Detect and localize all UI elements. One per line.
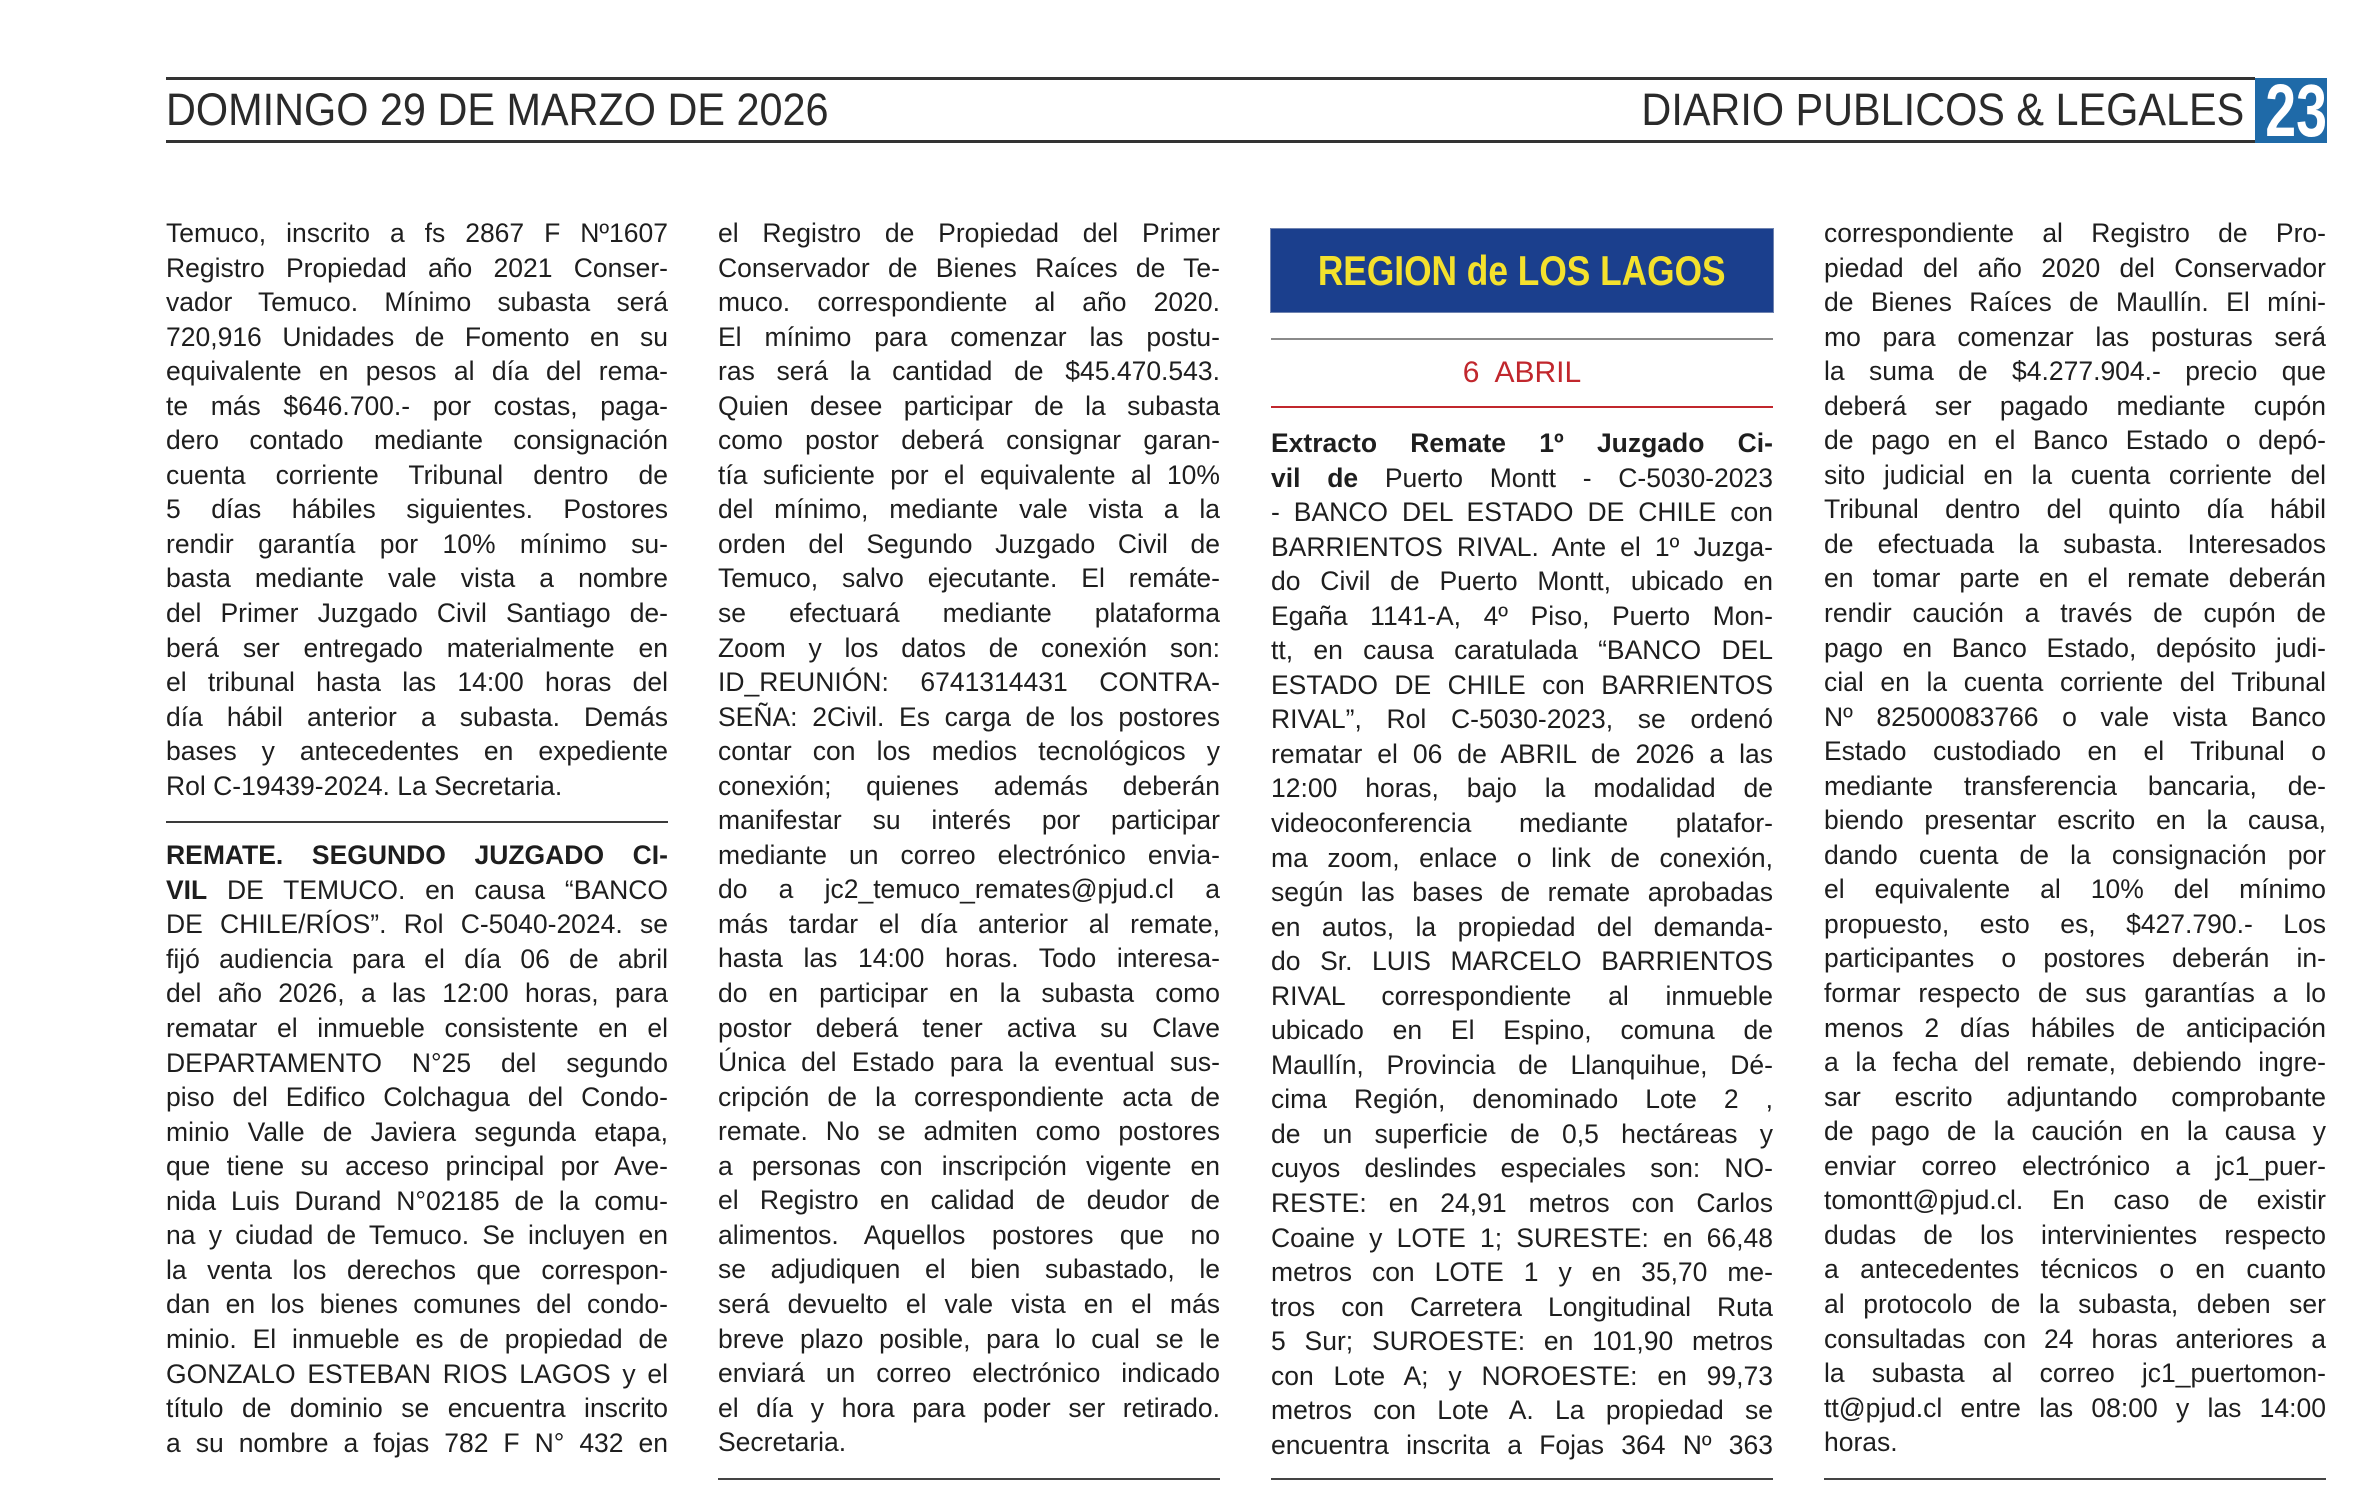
text-line: deberá ser pagado mediante cupón — [1824, 390, 2326, 421]
text-line: equivalente en pesos al día del rema- — [166, 356, 668, 387]
text-line: - BANCO DEL ESTADO DE CHILE con — [1271, 497, 1773, 528]
text-line: orden del Segundo Juzgado Civil de — [718, 528, 1220, 559]
text-line: tomontt@pjud.cl. En caso de existir — [1824, 1185, 2326, 1216]
text-line: ras será la cantidad de $45.470.543. — [718, 356, 1220, 387]
text-line: menos 2 días hábiles de anticipación — [1824, 1012, 2326, 1043]
text-line: El mínimo para comenzar las postu- — [718, 321, 1220, 352]
text-line: GONZALO ESTEBAN RIOS LAGOS y el — [166, 1358, 668, 1389]
text-line: minio. El inmueble es de propiedad de — [166, 1323, 668, 1354]
text-line: dan en los bienes comunes del condo- — [166, 1289, 668, 1320]
text-line: consultadas con 24 horas anteriores a — [1824, 1323, 2326, 1354]
text-line: pago en Banco Estado, depósito judi- — [1824, 632, 2326, 663]
text-line: remate. No se admiten como postores — [718, 1116, 1220, 1147]
text-line: dudas de los intervinientes respecto — [1824, 1219, 2326, 1250]
text-line: Coaine y LOTE 1; SURESTE: en 66,48 — [1271, 1222, 1773, 1253]
column-body — [718, 216, 1220, 1460]
text-line: contar con los medios tecnológicos y — [718, 736, 1220, 767]
text-line: fijó audiencia para el día 06 de abril — [166, 943, 668, 974]
text-line: rendir caución a través de cupón de — [1824, 598, 2326, 629]
column-3 — [1271, 229, 1773, 1462]
text-line: tros con Carretera Longitudinal Ruta — [1271, 1291, 1773, 1322]
text-line: Quien desee participar de la subasta — [718, 390, 1220, 421]
text-line: el Registro en calidad de deudor de — [718, 1185, 1220, 1216]
text-line: mediante transferencia bancaria, de- — [1824, 770, 2326, 801]
text-line: conexión; quienes además deberán — [718, 770, 1220, 801]
article-text — [718, 216, 1220, 1460]
text-line: RESTE: en 24,91 metros con Carlos — [1271, 1188, 1773, 1219]
text-line: 5 Sur; SUROESTE: en 101,90 metros — [1271, 1326, 1773, 1357]
column-2-end-rule — [718, 1478, 1220, 1480]
bold-lead-text: vil de — [1271, 462, 1359, 493]
text-line: berá ser entregado materialmente en — [166, 632, 668, 663]
text-line: do en participar en la subasta como — [718, 978, 1220, 1009]
text-line: manifestar su interés por participar — [718, 805, 1220, 836]
text-line: como postor deberá consignar garan- — [718, 425, 1220, 456]
text-line: se efectuará mediante plataforma — [718, 598, 1220, 629]
article-text — [166, 216, 668, 803]
text-line: tía suficiente por el equivalente al 10% — [718, 459, 1220, 490]
text-line: cima Región, denominado Lote 2 , — [1271, 1084, 1773, 1115]
text-line: muco. correspondiente al año 2020. — [718, 287, 1220, 318]
text-line — [166, 873, 668, 908]
text-line: RIVAL correspondiente al inmueble — [1271, 980, 1773, 1011]
text-line: minio Valle de Javiera segunda etapa, — [166, 1116, 668, 1147]
text-line: la subasta al correo jc1_puertomon- — [1824, 1358, 2326, 1389]
text-line: del mínimo, mediante vale vista a la — [718, 494, 1220, 525]
text-line: del año 2026, a las 12:00 horas, para — [166, 978, 668, 1009]
text-line: do Civil de Puerto Montt, ubicado en — [1271, 566, 1773, 597]
page-number-badge — [2255, 78, 2327, 143]
text-line: será devuelto el vale vista en el más — [718, 1288, 1220, 1319]
text-line: 720,916 Unidades de Fomento en su — [166, 321, 668, 352]
text-line: 5 días hábiles siguientes. Postores — [166, 494, 668, 525]
text-line: alimentos. Aquellos postores que no — [718, 1219, 1220, 1250]
bold-lead-text: VIL — [166, 874, 208, 905]
text-line: Temuco, inscrito a fs 2867 F Nº1607 — [166, 218, 668, 248]
text-line: piso del Edifico Colchagua del Condo- — [166, 1082, 668, 1113]
text-line: tt@pjud.cl entre las 08:00 y las 14:00 — [1824, 1392, 2326, 1423]
text-line: se adjudiquen el bien subastado, le — [718, 1254, 1220, 1285]
column-3-end-rule — [1271, 1478, 1773, 1480]
text-line: te más $646.700.- por costas, paga- — [166, 390, 668, 421]
text-line: el día y hora para poder ser retirado. — [718, 1392, 1220, 1423]
page-number: 23 — [2265, 78, 2327, 143]
section-banner — [1271, 229, 1773, 312]
header-bottom-rule — [166, 140, 2255, 143]
column-4-end-rule — [1824, 1478, 2326, 1480]
text-line — [1271, 426, 1773, 461]
text-line: correspondiente al Registro de Pro- — [1824, 218, 2326, 248]
text-line: participantes o postores deberán in- — [1824, 943, 2326, 974]
text-line: postor deberá tener activa su Clave — [718, 1012, 1220, 1043]
text-line: do a jc2_temuco_remates@pjud.cl a — [718, 874, 1220, 905]
header-publication-name: DIARIO PUBLICOS & LEGALES — [1641, 84, 2244, 135]
text-line: rendir garantía por 10% mínimo su- — [166, 528, 668, 559]
bold-lead-text: REMATE. SEGUNDO JUZGADO CI- — [166, 840, 668, 871]
text-line: propuesto, esto es, $427.790.- Los — [1824, 908, 2326, 939]
text-line: la suma de $4.277.904.- precio que — [1824, 356, 2326, 387]
text-line: Temuco, salvo ejecutante. El remáte- — [718, 563, 1220, 594]
column-4 — [1824, 216, 2326, 1460]
article-text — [1271, 426, 1773, 1462]
text-line: basta mediante vale vista a nombre — [166, 563, 668, 594]
text-line: a su nombre a fojas 782 F N° 432 en — [166, 1427, 668, 1458]
text-line: ubicado en El Espino, comuna de — [1271, 1015, 1773, 1046]
text-segment: Puerto Montt - C-5030-2023 — [1358, 462, 1773, 493]
text-line: Maullín, Provincia de Llanquihue, Dé- — [1271, 1049, 1773, 1080]
text-line: el tribunal hasta las 14:00 horas del — [166, 667, 668, 698]
text-line: sar escrito adjuntando comprobante — [1824, 1081, 2326, 1112]
text-line: a antecedentes técnicos o en cuanto — [1824, 1254, 2326, 1285]
text-segment: DE TEMUCO. en causa “BANCO — [207, 874, 668, 905]
text-line: Nº 82500083766 o vale vista Banco — [1824, 701, 2326, 732]
text-line: videoconferencia mediante platafor- — [1271, 808, 1773, 839]
text-line: rematar el 06 de ABRIL de 2026 a las — [1271, 738, 1773, 769]
text-line: más tardar el día anterior al remate, — [718, 908, 1220, 939]
text-line: a la fecha del remate, debiendo ingre- — [1824, 1047, 2326, 1078]
column-2 — [718, 216, 1220, 1460]
text-line: Egaña 1141-A, 4º Piso, Puerto Mon- — [1271, 600, 1773, 631]
text-line: piedad del año 2020 del Conservador — [1824, 252, 2326, 283]
text-line: metros con Lote A. La propiedad se — [1271, 1395, 1773, 1426]
header-date: DOMINGO 29 DE MARZO DE 2026 — [166, 84, 829, 135]
text-line: DE CHILE/RÍOS”. Rol C-5040-2024. se — [166, 909, 668, 940]
text-line: ID_REUNIÓN: 6741314431 CONTRA- — [718, 667, 1220, 698]
text-line: nida Luis Durand N°02185 de la comu- — [166, 1185, 668, 1216]
text-line: de pago de la caución en la causa y — [1824, 1116, 2326, 1147]
text-line: Estado custodiado en el Tribunal o — [1824, 736, 2326, 767]
column-body — [1824, 216, 2326, 1460]
text-line: Secretaria. — [718, 1427, 847, 1458]
text-line: cuyos deslindes especiales son: NO- — [1271, 1153, 1773, 1184]
text-line: cripción de la correspondiente acta de — [718, 1081, 1220, 1112]
text-line: a personas con inscripción vigente en — [718, 1150, 1220, 1181]
column-body — [1271, 426, 1773, 1462]
text-line: vador Temuco. Mínimo subasta será — [166, 287, 668, 318]
text-line: enviará un correo electrónico indicado — [718, 1358, 1220, 1389]
text-line: tt, en causa caratulada “BANCO DEL — [1271, 635, 1773, 666]
text-line: cial en la cuenta corriente del Tribunal — [1824, 667, 2326, 698]
text-line: Rol C-19439-2024. La Secretaria. — [166, 770, 563, 801]
text-line: en autos, la propiedad del demanda- — [1271, 911, 1773, 942]
text-line: Tribunal dentro del quinto día hábil — [1824, 494, 2326, 525]
article-separator — [166, 821, 668, 823]
text-line: mediante un correo electrónico envia- — [718, 839, 1220, 870]
text-line: de efectuada la subasta. Interesados — [1824, 528, 2326, 559]
column-body — [166, 216, 668, 1460]
text-line: el Registro de Propiedad del Primer — [718, 218, 1220, 248]
text-line: sito judicial en la cuenta corriente del — [1824, 459, 2326, 490]
text-line: la venta los derechos que correspon- — [166, 1254, 668, 1285]
text-line — [1271, 461, 1773, 496]
text-line: de pago en el Banco Estado o depó- — [1824, 425, 2326, 456]
text-line: 12:00 horas, bajo la modalidad de — [1271, 773, 1773, 804]
text-line: encuentra inscrita a Fojas 364 Nº 363 — [1271, 1429, 1773, 1460]
column-1 — [166, 216, 668, 1460]
text-line: el equivalente al 10% del mínimo — [1824, 874, 2326, 905]
text-line: con Lote A; y NOROESTE: en 99,73 — [1271, 1360, 1773, 1391]
text-line — [166, 838, 668, 873]
text-line: Registro Propiedad año 2021 Conser- — [166, 252, 668, 283]
bold-lead-text: Extracto Remate 1º Juzgado Ci- — [1271, 428, 1773, 458]
text-line: RIVAL”, Rol C-5030-2023, se ordenó — [1271, 704, 1773, 735]
text-line: horas. — [1824, 1427, 1898, 1458]
text-line: al protocolo de la subasta, deben ser — [1824, 1288, 2326, 1319]
text-line: ESTADO DE CHILE con BARRIENTOS — [1271, 669, 1773, 700]
text-line: metros con LOTE 1 y en 35,70 me- — [1271, 1257, 1773, 1288]
text-line: día hábil anterior a subasta. Demás — [166, 701, 668, 732]
text-line: biendo presentar escrito en la causa, — [1824, 805, 2326, 836]
text-line: en tomar parte en el remate deberán — [1824, 563, 2326, 594]
text-line: BARRIENTOS RIVAL. Ante el 1º Juzga- — [1271, 531, 1773, 562]
text-line: de un superficie de 0,5 hectáreas y — [1271, 1118, 1773, 1149]
section-banner-title: REGION de LOS LAGOS — [1318, 247, 1726, 294]
text-line: título de dominio se encuentra inscrito — [166, 1393, 668, 1424]
text-line: según las bases de remate aprobadas — [1271, 877, 1773, 908]
text-line: na y ciudad de Temuco. Se incluyen en — [166, 1220, 668, 1251]
text-line: breve plazo posible, para lo cual se le — [718, 1323, 1220, 1354]
text-line: ma zoom, enlace o link de conexión, — [1271, 842, 1773, 873]
text-line: SEÑA: 2Civil. Es carga de los postores — [718, 701, 1220, 732]
date-divider — [1271, 406, 1773, 408]
text-line: Conservador de Bienes Raíces de Te- — [718, 252, 1220, 283]
text-line: formar respecto de sus garantías a lo — [1824, 978, 2326, 1009]
text-line: DEPARTAMENTO N°25 del segundo — [166, 1047, 668, 1078]
text-line: do Sr. LUIS MARCELO BARRIENTOS — [1271, 946, 1773, 977]
text-line: rematar el inmueble consistente en el — [166, 1013, 668, 1044]
text-line: enviar correo electrónico a jc1_puer- — [1824, 1150, 2326, 1181]
date-heading: 6 ABRIL — [1462, 356, 1582, 389]
text-line: dero contado mediante consignación — [166, 425, 668, 456]
text-line: Única del Estado para la eventual sus- — [718, 1047, 1220, 1078]
text-line: bases y antecedentes en expediente — [166, 736, 668, 767]
text-line: de Bienes Raíces de Maullín. El míni- — [1824, 287, 2326, 318]
article-text — [166, 838, 668, 1460]
text-line: Zoom y los datos de conexión son: — [718, 632, 1220, 663]
text-line: dando cuenta de la consignación por — [1824, 839, 2326, 870]
header-top-rule — [166, 77, 2255, 80]
text-line: mo para comenzar las posturas será — [1824, 321, 2326, 352]
text-line: hasta las 14:00 horas. Todo interesa- — [718, 943, 1220, 974]
text-line: que tiene su acceso principal por Ave- — [166, 1151, 668, 1182]
text-line: cuenta corriente Tribunal dentro de — [166, 459, 668, 490]
article-text — [1824, 216, 2326, 1460]
text-line: del Primer Juzgado Civil Santiago de- — [166, 598, 668, 629]
